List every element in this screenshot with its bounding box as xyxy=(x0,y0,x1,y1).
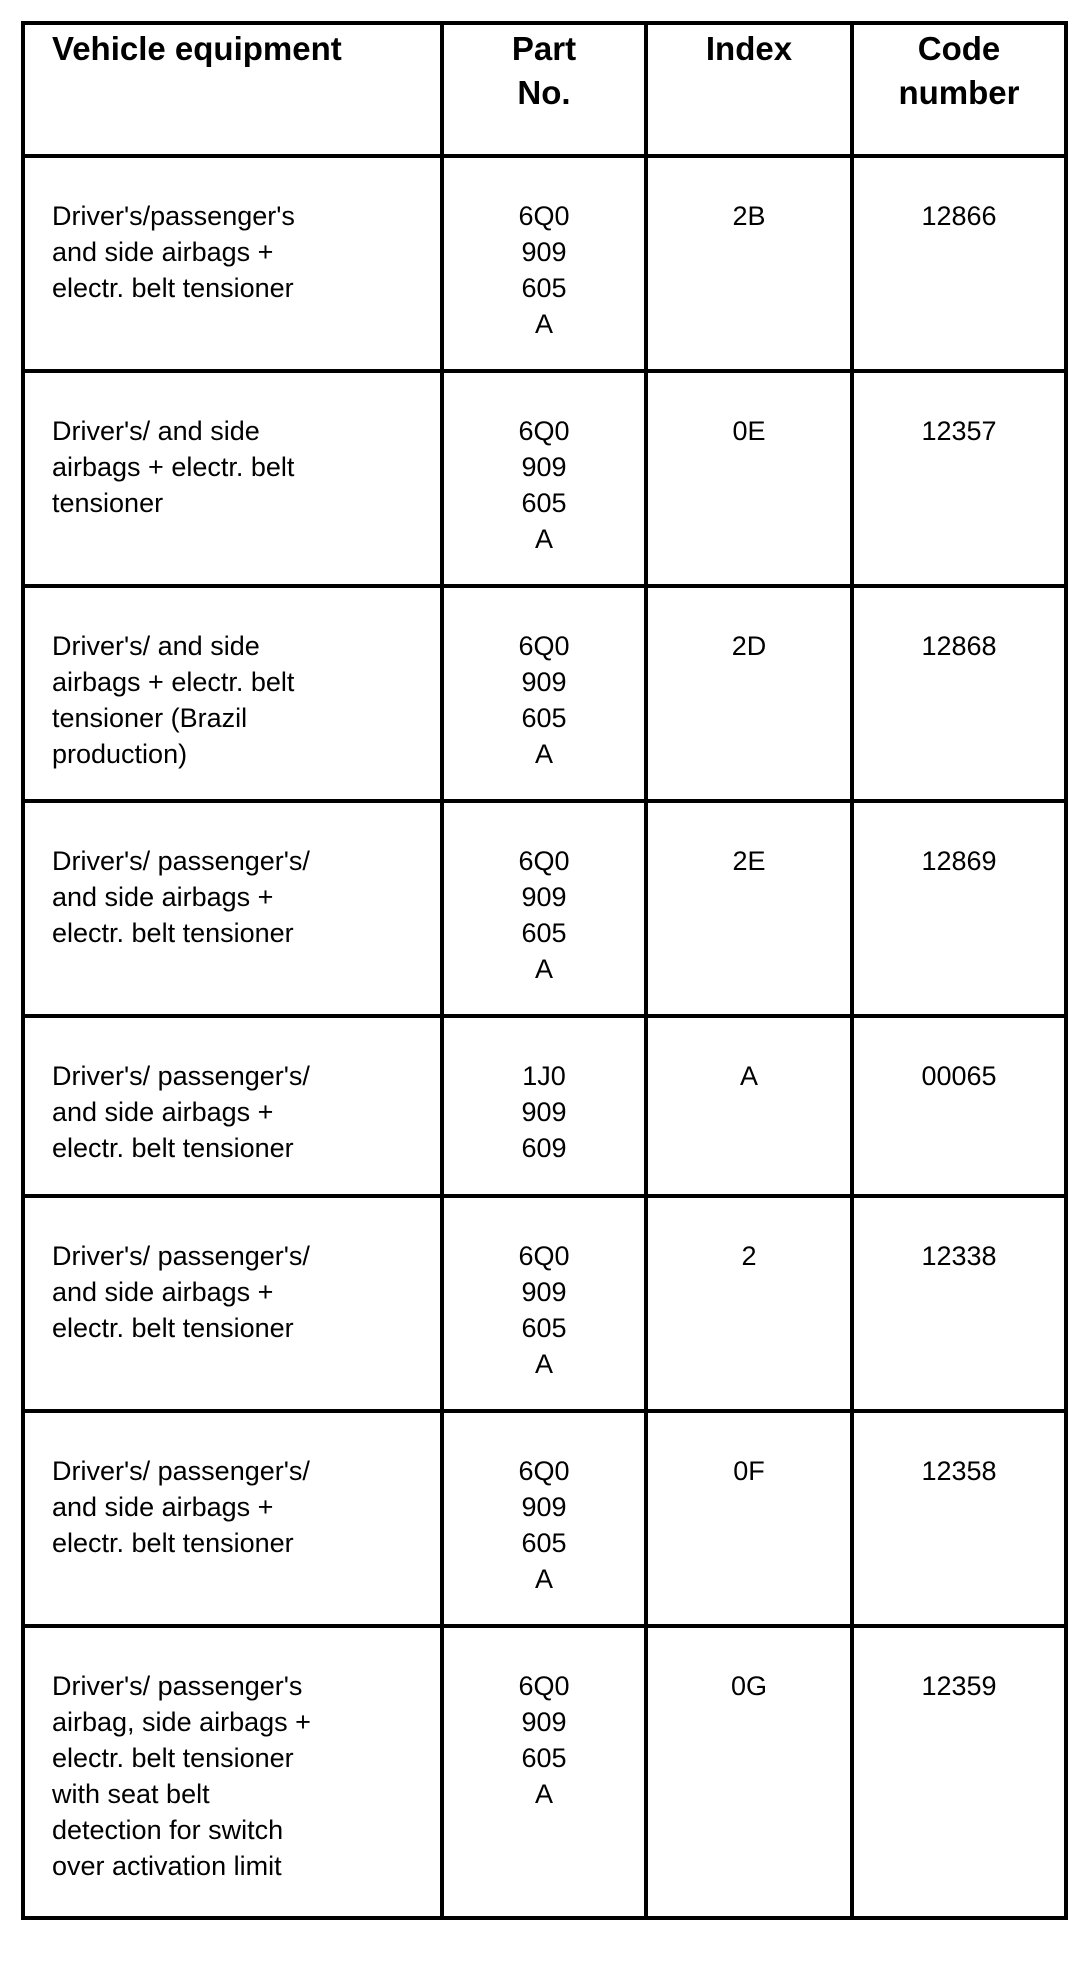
equipment-cell: Driver's/ passenger's airbag, side airbags + electr. belt tensioner with seat belt detection for switch over activation limit xyxy=(23,1626,442,1918)
part-no-cell: 6Q0 909 605 A xyxy=(442,156,646,371)
equipment-cell: Driver's/ and side airbags + electr. belt tensioner (Brazil production) xyxy=(23,586,442,801)
index-cell: 2E xyxy=(646,801,852,1016)
part-no-cell: 6Q0 909 605 A xyxy=(442,1411,646,1626)
code-number-cell: 12866 xyxy=(852,156,1066,371)
header-vehicle-equipment: Vehicle equipment xyxy=(23,23,442,156)
index-cell: 2B xyxy=(646,156,852,371)
code-number-cell: 12358 xyxy=(852,1411,1066,1626)
header-code-number: Code number xyxy=(852,23,1066,156)
part-no-cell: 1J0 909 609 xyxy=(442,1016,646,1196)
code-number-cell: 12359 xyxy=(852,1626,1066,1918)
equipment-cell: Driver's/ passenger's/ and side airbags + electr. belt tensioner xyxy=(23,801,442,1016)
equipment-cell: Driver's/ passenger's/ and side airbags + electr. belt tensioner xyxy=(23,1016,442,1196)
index-cell: 0G xyxy=(646,1626,852,1918)
code-number-cell: 00065 xyxy=(852,1016,1066,1196)
table-row xyxy=(23,1196,1066,1411)
index-cell: A xyxy=(646,1016,852,1196)
index-cell: 0E xyxy=(646,371,852,586)
code-number-cell: 12357 xyxy=(852,371,1066,586)
index-cell: 2D xyxy=(646,586,852,801)
table-row xyxy=(23,1411,1066,1626)
equipment-cell: Driver's/ passenger's/ and side airbags + electr. belt tensioner xyxy=(23,1411,442,1626)
part-no-cell: 6Q0 909 605 A xyxy=(442,1196,646,1411)
part-no-cell: 6Q0 909 605 A xyxy=(442,801,646,1016)
parts-table xyxy=(21,21,1068,1920)
table-row xyxy=(23,801,1066,1016)
header-part-no: Part No. xyxy=(442,23,646,156)
table-row xyxy=(23,586,1066,801)
equipment-cell: Driver's/ and side airbags + electr. belt tensioner xyxy=(23,371,442,586)
table-header-row xyxy=(23,23,1066,156)
code-number-cell: 12338 xyxy=(852,1196,1066,1411)
equipment-cell: Driver's/ passenger's/ and side airbags + electr. belt tensioner xyxy=(23,1196,442,1411)
part-no-cell: 6Q0 909 605 A xyxy=(442,586,646,801)
code-number-cell: 12869 xyxy=(852,801,1066,1016)
table-row xyxy=(23,371,1066,586)
index-cell: 0F xyxy=(646,1411,852,1626)
parts-table-container xyxy=(21,21,1064,1920)
part-no-cell: 6Q0 909 605 A xyxy=(442,371,646,586)
code-number-cell: 12868 xyxy=(852,586,1066,801)
table-row xyxy=(23,1626,1066,1918)
equipment-cell: Driver's/passenger's and side airbags + electr. belt tensioner xyxy=(23,156,442,371)
header-index: Index xyxy=(646,23,852,156)
part-no-cell: 6Q0 909 605 A xyxy=(442,1626,646,1918)
index-cell: 2 xyxy=(646,1196,852,1411)
table-row xyxy=(23,1016,1066,1196)
table-row xyxy=(23,156,1066,371)
